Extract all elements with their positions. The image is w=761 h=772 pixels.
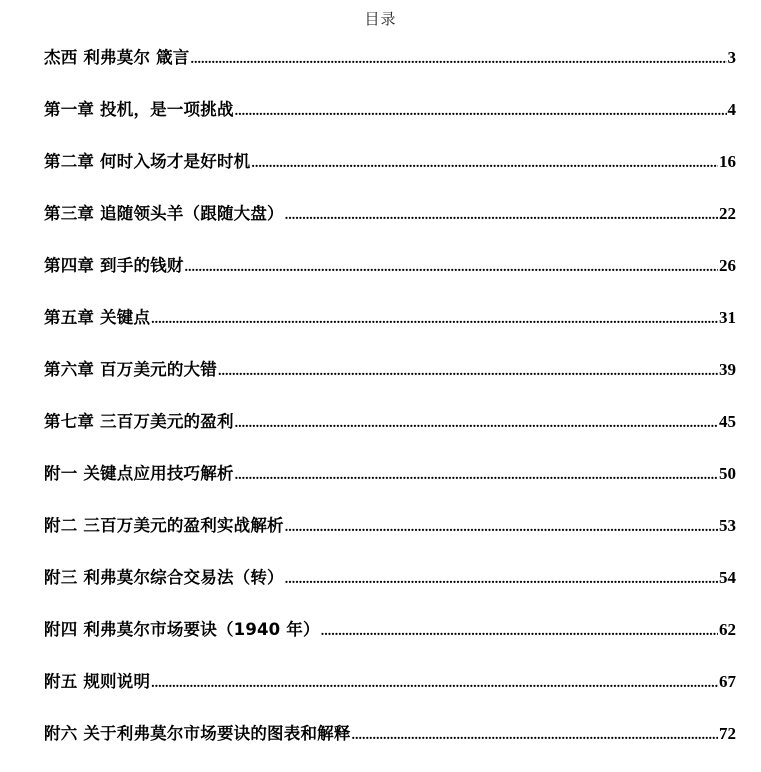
toc-entry-page: 31 bbox=[719, 308, 736, 327]
toc-entry[interactable] bbox=[44, 44, 736, 96]
toc-entry[interactable] bbox=[44, 148, 736, 200]
toc-entry-label: 附四 利弗莫尔市场要诀（1940 年） bbox=[44, 620, 320, 639]
toc-entry[interactable] bbox=[44, 668, 736, 720]
toc-entry-label: 第五章 关键点 bbox=[44, 308, 151, 327]
toc-dot-leader bbox=[285, 520, 718, 536]
toc-entry-label: 附六 关于利弗莫尔市场要诀的图表和解释 bbox=[44, 724, 351, 743]
toc-dot-leader bbox=[218, 364, 718, 380]
toc-entry[interactable] bbox=[44, 200, 736, 252]
toc-entry-page: 53 bbox=[719, 516, 736, 535]
toc-entry-page: 62 bbox=[719, 620, 736, 639]
toc-dot-leader bbox=[352, 728, 718, 744]
toc-entry-label: 第二章 何时入场才是好时机 bbox=[44, 152, 251, 171]
toc-entry-page: 22 bbox=[719, 204, 736, 223]
toc-dot-leader bbox=[235, 468, 718, 484]
toc-entry-page: 67 bbox=[719, 672, 736, 691]
toc-entry-label: 附一 关键点应用技巧解析 bbox=[44, 464, 234, 483]
toc-dot-leader bbox=[151, 312, 718, 328]
toc-entry-label: 附三 利弗莫尔综合交易法（转） bbox=[44, 568, 284, 587]
toc-entry-label: 第七章 三百万美元的盈利 bbox=[44, 412, 234, 431]
toc-dot-leader bbox=[321, 624, 718, 640]
toc-list bbox=[44, 44, 736, 772]
toc-entry-page: 72 bbox=[719, 724, 736, 743]
toc-entry[interactable] bbox=[44, 720, 736, 772]
toc-dot-leader bbox=[235, 104, 727, 120]
toc-entry-label: 杰西 利弗莫尔 箴言 bbox=[44, 48, 190, 67]
toc-entry[interactable] bbox=[44, 512, 736, 564]
toc-entry-page: 4 bbox=[727, 100, 736, 119]
toc-entry[interactable] bbox=[44, 564, 736, 616]
toc-entry-label: 第一章 投机，是一项挑战 bbox=[44, 100, 234, 119]
toc-dot-leader bbox=[151, 676, 718, 692]
toc-entry-page: 45 bbox=[719, 412, 736, 431]
toc-entry[interactable] bbox=[44, 96, 736, 148]
toc-entry[interactable] bbox=[44, 356, 736, 408]
toc-entry-page: 50 bbox=[719, 464, 736, 483]
toc-dot-leader bbox=[235, 416, 718, 432]
toc-dot-leader bbox=[185, 260, 718, 276]
toc-entry-label: 第三章 追随领头羊（跟随大盘） bbox=[44, 204, 284, 223]
toc-entry-label: 第六章 百万美元的大错 bbox=[44, 360, 217, 379]
toc-dot-leader bbox=[251, 156, 718, 172]
toc-entry-label: 附二 三百万美元的盈利实战解析 bbox=[44, 516, 284, 535]
toc-dot-leader bbox=[285, 208, 718, 224]
toc-entry-page: 3 bbox=[727, 48, 736, 67]
toc-entry-page: 54 bbox=[719, 568, 736, 587]
toc-entry-page: 16 bbox=[719, 152, 736, 171]
toc-entry[interactable] bbox=[44, 252, 736, 304]
toc-entry[interactable] bbox=[44, 304, 736, 356]
toc-dot-leader bbox=[191, 52, 727, 68]
toc-entry-label: 第四章 到手的钱财 bbox=[44, 256, 184, 275]
toc-title: 目录 bbox=[364, 10, 397, 28]
toc-entry[interactable] bbox=[44, 616, 736, 668]
toc-entry[interactable] bbox=[44, 460, 736, 512]
toc-entry-page: 39 bbox=[719, 360, 736, 379]
toc-dot-leader bbox=[285, 572, 718, 588]
toc-entry-label: 附五 规则说明 bbox=[44, 672, 151, 691]
toc-entry[interactable] bbox=[44, 408, 736, 460]
toc-entry-page: 26 bbox=[719, 256, 736, 275]
